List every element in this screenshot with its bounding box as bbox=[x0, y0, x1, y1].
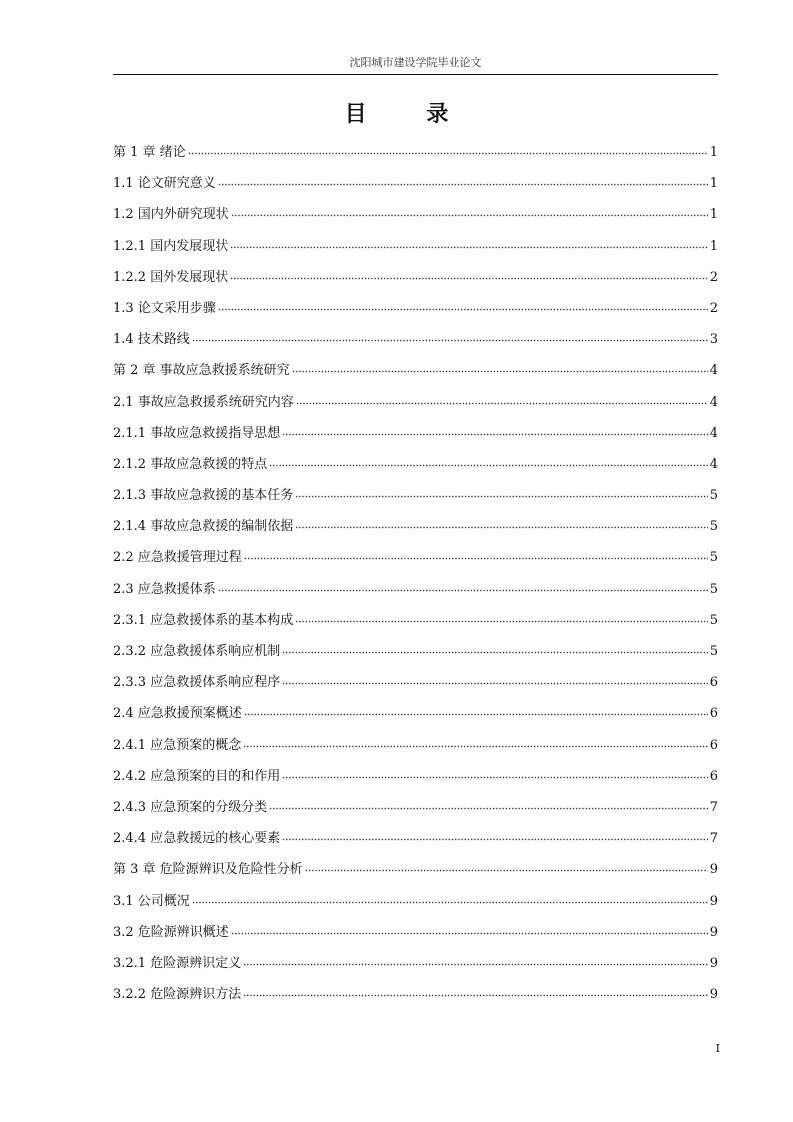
toc-entry-page: 5 bbox=[709, 550, 718, 566]
toc-entry-label: 2.4.1 应急预案的概念 bbox=[113, 737, 242, 753]
toc-entry[interactable] bbox=[113, 453, 718, 484]
toc-entry[interactable] bbox=[113, 172, 718, 203]
toc-dot-leader bbox=[292, 370, 708, 373]
page-number: I bbox=[715, 1042, 720, 1055]
toc-entry-page: 9 bbox=[709, 862, 718, 878]
toc-entry-label: 3.1 公司概况 bbox=[113, 893, 190, 909]
toc-entry[interactable] bbox=[113, 266, 718, 297]
toc-entry-page: 9 bbox=[709, 955, 718, 971]
toc-entry[interactable] bbox=[113, 235, 718, 266]
toc-entry[interactable] bbox=[113, 609, 718, 640]
toc-entry-label: 2.4.3 应急预案的分级分类 bbox=[113, 799, 268, 815]
toc-entry-page: 1 bbox=[709, 238, 718, 254]
toc-entry-label: 2.3.3 应急救援体系响应程序 bbox=[113, 675, 281, 691]
toc-entry-label: 1.2.2 国外发展现状 bbox=[113, 269, 229, 285]
toc-dot-leader bbox=[243, 963, 708, 966]
toc-entry[interactable] bbox=[113, 359, 718, 390]
toc-dot-leader bbox=[282, 433, 708, 436]
toc-entry-page: 6 bbox=[709, 768, 718, 784]
toc-entry[interactable] bbox=[113, 796, 718, 827]
toc-dot-leader bbox=[188, 152, 708, 155]
toc-entry-label: 2.4 应急救援预案概述 bbox=[113, 706, 242, 722]
toc-entry-page: 5 bbox=[709, 488, 718, 504]
toc-entry-label: 2.4.4 应急救援远的核心要素 bbox=[113, 831, 281, 847]
header-rule bbox=[113, 74, 718, 75]
toc-entry-page: 9 bbox=[709, 924, 718, 940]
toc-entry-page: 7 bbox=[709, 799, 718, 815]
toc-dot-leader bbox=[295, 526, 708, 529]
toc-entry-label: 2.1.2 事故应急救援的特点 bbox=[113, 456, 268, 472]
toc-entry[interactable] bbox=[113, 484, 718, 515]
toc-dot-leader bbox=[192, 901, 708, 904]
toc-entry-label: 第 1 章 绪论 bbox=[113, 145, 186, 160]
toc-dot-leader bbox=[269, 464, 708, 467]
toc-dot-leader bbox=[282, 776, 708, 779]
toc-entry[interactable] bbox=[113, 952, 718, 983]
toc-dot-leader bbox=[218, 589, 708, 592]
toc-entry-label: 2.3.2 应急救援体系响应机制 bbox=[113, 644, 281, 659]
toc-dot-leader bbox=[192, 339, 708, 342]
toc-dot-leader bbox=[243, 994, 708, 997]
toc-entry-page: 1 bbox=[709, 176, 718, 192]
toc-entry[interactable] bbox=[113, 578, 718, 609]
toc-dot-leader bbox=[269, 807, 708, 810]
toc-dot-leader bbox=[218, 308, 708, 311]
toc-entry-page: 5 bbox=[709, 581, 718, 597]
toc-entry[interactable] bbox=[113, 422, 718, 453]
toc-dot-leader bbox=[230, 277, 708, 280]
toc-title: 目 录 bbox=[344, 102, 475, 127]
toc-entry-label: 3.2.1 危险源辨识定义 bbox=[113, 955, 242, 971]
toc-entry-label: 3.2 危险源辨识概述 bbox=[113, 924, 229, 940]
toc-entry-label: 1.2 国内外研究现状 bbox=[113, 207, 229, 223]
toc-entry-label: 2.3.1 应急救援体系的基本构成 bbox=[113, 612, 294, 628]
toc-dot-leader bbox=[230, 246, 708, 249]
toc-entry-label: 3.2.2 危险源辨识方法 bbox=[113, 987, 242, 1003]
toc-entry-label: 2.3 应急救援体系 bbox=[113, 581, 216, 597]
toc-entry-page: 5 bbox=[709, 644, 718, 659]
toc-entry-label: 2.1.3 事故应急救援的基本任务 bbox=[113, 488, 294, 504]
toc-entry-label: 2.4.2 应急预案的目的和作用 bbox=[113, 768, 281, 784]
toc-entry[interactable] bbox=[113, 546, 718, 577]
toc-entry[interactable] bbox=[113, 921, 718, 952]
toc-dot-leader bbox=[231, 214, 708, 217]
toc-entry[interactable] bbox=[113, 765, 718, 796]
toc-entry[interactable] bbox=[113, 890, 718, 921]
toc-entry-label: 2.1 事故应急救援系统研究内容 bbox=[113, 394, 294, 410]
toc-dot-leader bbox=[244, 557, 708, 560]
toc-entry[interactable] bbox=[113, 983, 718, 1014]
toc-entry[interactable] bbox=[113, 328, 718, 359]
toc-entry[interactable] bbox=[113, 858, 718, 889]
toc-entry-label: 第 3 章 危险源辨识及危险性分析 bbox=[113, 862, 303, 878]
toc-entry[interactable] bbox=[113, 203, 718, 234]
toc-entry-page: 5 bbox=[709, 612, 718, 628]
toc-entry-page: 4 bbox=[709, 363, 718, 379]
toc-entry-page: 1 bbox=[709, 145, 718, 160]
toc-entry[interactable] bbox=[113, 671, 718, 702]
toc-entry-page: 7 bbox=[709, 831, 718, 847]
toc-entry-page: 6 bbox=[709, 675, 718, 691]
toc-entry[interactable] bbox=[113, 391, 718, 422]
toc-dot-leader bbox=[295, 620, 708, 623]
toc-entry-page: 1 bbox=[709, 207, 718, 223]
toc-dot-leader bbox=[305, 869, 708, 872]
toc-dot-leader bbox=[243, 745, 708, 748]
toc-entry-label: 1.4 技术路线 bbox=[113, 332, 190, 348]
toc-entry-page: 9 bbox=[709, 893, 718, 909]
toc-entry-label: 1.2.1 国内发展现状 bbox=[113, 238, 229, 254]
toc-dot-leader bbox=[218, 183, 708, 186]
toc-dot-leader bbox=[296, 402, 708, 405]
page-header: 沈阳城市建设学院毕业论文 bbox=[349, 56, 482, 69]
toc-entry-page: 6 bbox=[709, 737, 718, 753]
toc-entry[interactable] bbox=[113, 827, 718, 858]
toc-dot-leader bbox=[231, 932, 708, 935]
toc-entry-page: 4 bbox=[709, 394, 718, 410]
toc-entry-page: 3 bbox=[709, 332, 718, 348]
toc-entry[interactable] bbox=[113, 702, 718, 733]
toc-dot-leader bbox=[295, 495, 708, 498]
toc-entry-page: 2 bbox=[709, 269, 718, 285]
toc-entry-page: 4 bbox=[709, 456, 718, 472]
toc-entry-label: 2.2 应急救援管理过程 bbox=[113, 550, 242, 566]
toc-entry-page: 6 bbox=[709, 706, 718, 722]
toc-entry[interactable] bbox=[113, 734, 718, 765]
toc-entry-page: 9 bbox=[709, 987, 718, 1003]
toc-entry-page: 5 bbox=[709, 519, 718, 535]
toc-entry[interactable] bbox=[113, 297, 718, 328]
toc-entry-label: 1.3 论文采用步骤 bbox=[113, 300, 216, 316]
toc-entry-page: 4 bbox=[709, 425, 718, 441]
toc-entry-label: 2.1.1 事故应急救援指导思想 bbox=[113, 425, 281, 441]
toc-dot-leader bbox=[282, 838, 708, 841]
toc-dot-leader bbox=[282, 682, 708, 685]
toc-entry[interactable] bbox=[113, 141, 718, 172]
toc-entry-page: 2 bbox=[709, 300, 718, 316]
toc-list bbox=[113, 141, 718, 1014]
toc-entry[interactable] bbox=[113, 640, 718, 671]
toc-dot-leader bbox=[282, 651, 708, 654]
toc-dot-leader bbox=[244, 713, 708, 716]
toc-entry-label: 1.1 论文研究意义 bbox=[113, 176, 216, 192]
toc-entry[interactable] bbox=[113, 515, 718, 546]
toc-entry-label: 2.1.4 事故应急救援的编制依据 bbox=[113, 519, 294, 535]
toc-entry-label: 第 2 章 事故应急救援系统研究 bbox=[113, 363, 290, 379]
